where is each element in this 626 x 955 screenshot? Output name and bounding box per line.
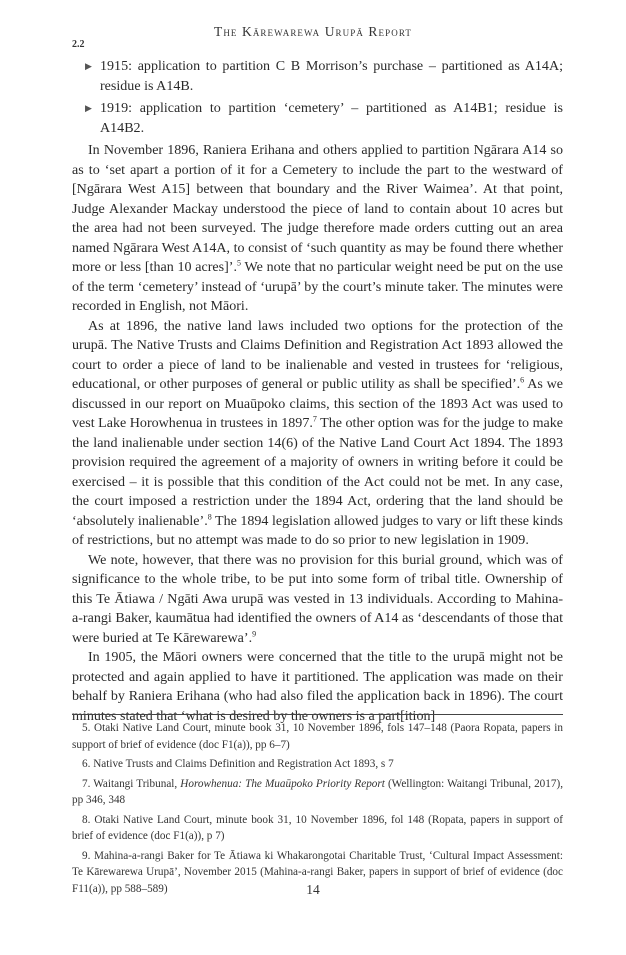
running-head: The Kārewarewa Urupā Report: [213, 24, 413, 39]
footnote: 8. Otaki Native Land Court, minute book 31, 10 November 1896, fol 148 (Ropata, papers in support of brief of evidence (doc F1(a)), p 7): [72, 813, 563, 842]
footnote: 6. Native Trusts and Claims Definition and Registration Act 1893, s 7: [82, 758, 394, 770]
footnote: 5. Otaki Native Land Court, minute book 31, 10 November 1896, fols 147–148 (Paora Ropata, papers in support of brief of evidence (doc F1(a)), pp 6–7): [72, 722, 563, 751]
footnote-ref[interactable]: 7: [312, 414, 317, 424]
paragraph: We note, however, that there was no provision for this burial ground, which was of significance to the whole tribe, to be put into some form of tribal title. Ownership of this Te Ātiawa / Ngāti Awa urupā was vested in 13 individuals. According to Mahina-a-rangi Baker, kaumātua had identified the owners of A14 as ‘descendants of those that were buried at Te Kārewarewa’.$^9$: [72, 551, 563, 646]
triangle-bullet-icon: ▶: [85, 103, 92, 113]
page-number: 14: [306, 882, 320, 897]
footnote-divider: [72, 714, 563, 715]
triangle-bullet-icon: ▶: [85, 61, 92, 71]
bullet-list: [72, 57, 563, 138]
footnote: 9. Mahina-a-rangi Baker for Te Ātiawa ki Whakarongotai Charitable Trust, ‘Cultural Impact Assessment: Te Kārewarewa Urupā’, November 2015 (Mahina-a-rangi Baker, papers in support of brief of evidence (doc F11(a)), pp 588–589): [72, 849, 563, 895]
paragraph: In 1905, the Māori owners were concerned that the title to the urupā might not be protected and again applied to have it partitioned. The application was made on their behalf by Raniera Erihana (who had also filed the application back in 1896). The court minutes stated that ‘what is desired by the owners is a part[ition]: [72, 649, 563, 724]
list-item: ▶ 1919: application to partition ‘cemetery’ – partitioned as A14B1; residue is A14B2.: [85, 100, 563, 136]
footnote-ref[interactable]: 8: [207, 511, 212, 521]
paragraph: In November 1896, Raniera Erihana and others applied to partition Ngārara A14 so as to ‘set apart a portion of it for a Cemetery to include the part to the westward of [Ngārara West A15] between that boundary and the River Waimea’. At that point, Judge Alexander Mackay understood the piece of land to contain about 10 acres but the area had not been surveyed. The judge therefore made orders cutting out an area named Ngārara West A14A, to consist of ‘such quantity as may be found there whether more or less [than 10 acres]’.$^5$ We note that no particular weight need be put on the use of the term ‘cemetery’ instead of ‘urupā’ by the court’s minute taker. The minutes were recorded in English, not Māori.: [72, 142, 563, 314]
footnote: 7. Waitangi Tribunal, Horowhenua: The Muaūpoko Priority Report (Wellington: Waitangi Tribunal, 2017), pp 346, 348: [72, 777, 563, 806]
body-text: [72, 57, 563, 726]
section-number: 2.2: [72, 39, 85, 50]
footnote-ref[interactable]: 5: [236, 258, 241, 268]
footnotes: [72, 720, 563, 900]
paragraph: As at 1896, the native land laws included two options for the protection of the urupā. The Native Trusts and Claims Definition and Registration Act 1893 allowed the court to order a piece of land to be inalienable and vested in trustees for ‘religious, educational, or other purposes of general or public utility as shall be specified’.$^6$ As we discussed in our report on Muaūpoko claims, this section of the 1893 Act was used to vest Lake Horowhenua in trustees in 1897.$^7$ The other option was for the judge to make the land inalienable under section 14(6) of the Native Land Court Act 1894. The 1893 provision required the agreement of a majority of owners in writing before it could be exercised – it is possible that this condition of the Act could not be met. In any case, the court imposed a restriction under the 1894 Act, ordering that the land should be ‘absolutely inalienable’.$^8$ The 1894 legislation allowed judges to vary or lift these kinds of restrictions, but no attempt was made to do so prior to new legislation in 1909.: [72, 317, 563, 548]
footnote-ref[interactable]: 9: [252, 628, 257, 638]
footnote-ref[interactable]: 6: [520, 375, 525, 385]
list-item: ▶ 1915: application to partition C B Morrison’s purchase – partitioned as A14A; residue is A14B.: [85, 58, 563, 94]
